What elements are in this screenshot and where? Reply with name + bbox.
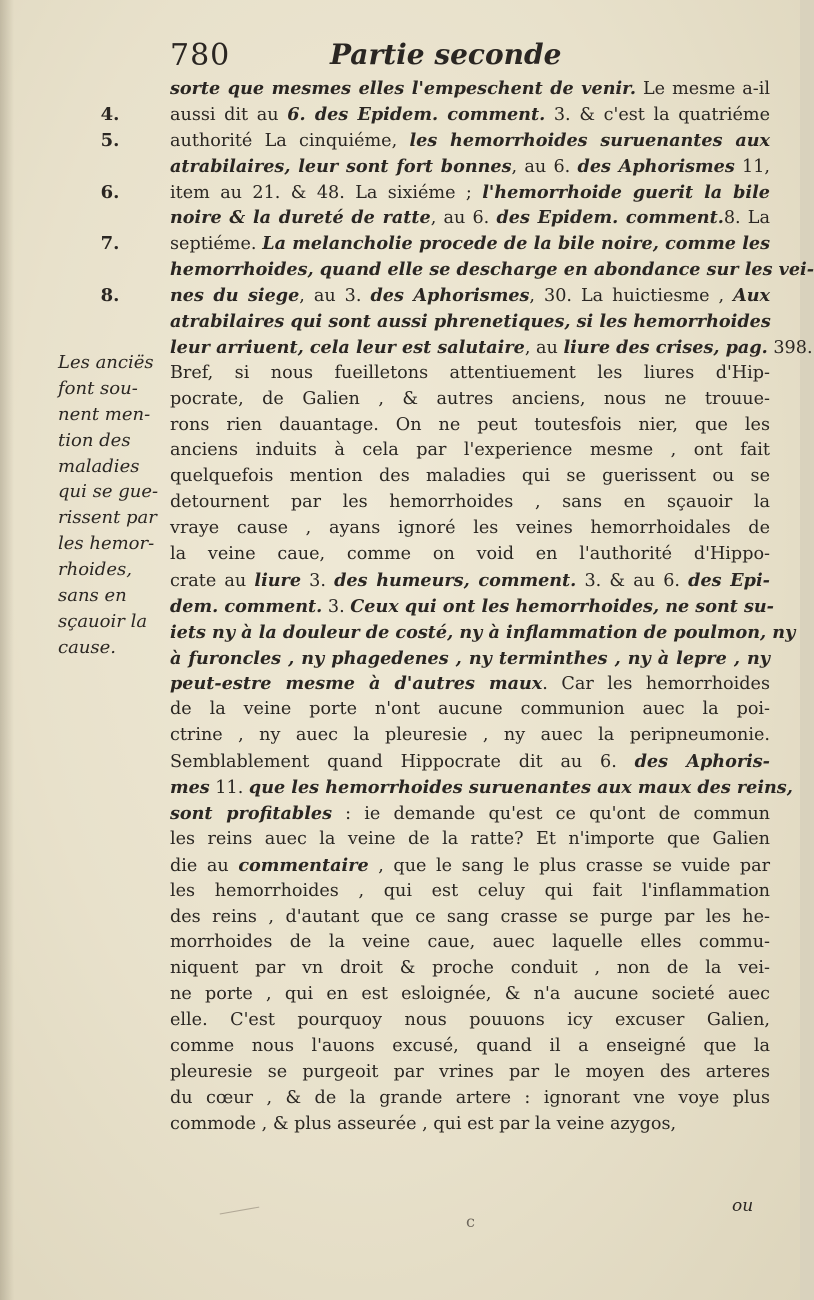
roman-text: anciens induits à cela par l'experience mesme , ont fait xyxy=(170,440,770,461)
marginal-note-line: rhoides, xyxy=(58,559,132,581)
page-header xyxy=(170,38,770,78)
marginal-note-line: maladies xyxy=(58,455,140,477)
margin-number: 5. xyxy=(100,129,120,151)
text-line xyxy=(170,283,770,309)
italic-text: La melancholie procede de la bile noire, comme les xyxy=(262,233,770,255)
italic-text: des Aphoris- xyxy=(634,751,770,773)
text-line xyxy=(170,387,770,413)
roman-text: les hemorrhoides , qui est celuy qui fait l'inflammation xyxy=(170,880,770,901)
roman-text: elle. C'est pourquoy nous pouuons icy excuser Galien, xyxy=(170,1010,770,1031)
text-line xyxy=(170,1034,770,1060)
text-line xyxy=(170,361,770,387)
italic-text: leur arriuent, cela leur est salutaire xyxy=(170,336,525,358)
page-edge-shadow xyxy=(0,0,14,1300)
roman-text: vraye cause , ayans ignoré les veines hemorrhoidales de xyxy=(170,518,770,539)
text-line xyxy=(170,982,770,1008)
italic-text: des Epi- xyxy=(688,569,770,591)
margin-number: 6. xyxy=(100,181,120,203)
marginal-note-line: sçauoir la xyxy=(58,610,148,632)
italic-text: des Aphorismes xyxy=(577,155,735,177)
roman-text: aussi dit au xyxy=(170,104,288,125)
text-line xyxy=(170,853,770,879)
roman-text: 8. La xyxy=(723,208,770,229)
roman-text: pleuresie se purgeoit par vrines par le moyen des arteres xyxy=(170,1061,770,1082)
italic-text: noire & la dureté de ratte xyxy=(170,207,431,229)
roman-text: les reins auec la veine de la ratte? Et n'importe que Galien xyxy=(170,828,770,849)
roman-text: Semblablement quand Hippocrate dit au 6. xyxy=(170,752,635,773)
margin-number: 8. xyxy=(100,285,120,307)
text-line xyxy=(170,594,774,620)
italic-text: des humeurs, comment. xyxy=(334,569,577,591)
text-line xyxy=(170,413,770,439)
text-line xyxy=(170,490,770,516)
roman-text: quelquefois mention des maladies qui se guerissent ou se xyxy=(170,466,770,487)
text-line xyxy=(170,568,770,594)
text-line xyxy=(170,309,770,335)
marginal-note-line: font sou- xyxy=(58,377,138,399)
italic-text: liure xyxy=(254,569,302,591)
text-line xyxy=(170,542,770,568)
italic-text: à furoncles , ny phagedenes , ny terminthes , ny à lepre , ny xyxy=(170,647,770,669)
text-line xyxy=(170,128,770,154)
italic-text: Aux xyxy=(733,285,770,307)
italic-text: mes xyxy=(170,777,210,799)
italic-text: nes du siege xyxy=(170,285,300,307)
italic-text: des Epidem. comment. xyxy=(496,207,724,229)
italic-text: sorte que mesmes elles l'empeschent de venir. xyxy=(170,78,636,99)
roman-text: des reins , d'autant que ce sang crasse se purge par les he- xyxy=(170,906,770,927)
text-line xyxy=(170,257,814,283)
italic-text: iets ny à la douleur de costé, ny à inflammation de poulmon, ny xyxy=(170,621,796,643)
text-line xyxy=(170,905,770,931)
roman-text: Le mesme a-il xyxy=(635,79,770,99)
text-line xyxy=(170,646,770,672)
text-line xyxy=(170,516,770,542)
text-line xyxy=(170,154,770,180)
marginal-note-line: tion des xyxy=(58,429,131,451)
text-line xyxy=(170,205,770,231)
marginal-note-line: nent men- xyxy=(58,403,151,425)
roman-text: die au xyxy=(170,855,239,876)
roman-text: morrhoides de la veine caue, auec laquelle elles commu- xyxy=(170,932,770,953)
roman-text: detournent par les hemorrhoides , sans en sçauoir la xyxy=(170,492,770,513)
roman-text: item au 21. & 48. La sixiéme ; xyxy=(170,182,483,203)
italic-text: atrabilaires, leur sont fort bonnes xyxy=(170,155,512,177)
text-line xyxy=(170,801,770,827)
roman-text: 11. xyxy=(209,778,249,799)
text-line xyxy=(170,775,793,801)
roman-text: , au 6. xyxy=(430,208,497,229)
roman-text: niquent par vn droit & proche conduit , non de la vei- xyxy=(170,958,770,979)
roman-text: du cœur , & de la grande artere : ignorant vne voye plus xyxy=(170,1087,770,1108)
italic-text: hemorrhoides, quand elle se descharge en abondance sur les vei- xyxy=(170,259,814,281)
roman-text: 3. xyxy=(322,596,351,617)
text-line xyxy=(170,1112,770,1138)
italic-text: 6. des Epidem. comment. xyxy=(287,103,546,125)
text-line xyxy=(170,620,796,646)
roman-text: . Car les hemorrhoides xyxy=(542,674,770,695)
roman-text: rons rien dauantage. On ne peut toutesfois nier, que les xyxy=(170,414,770,435)
italic-text: des Aphorismes xyxy=(370,285,530,307)
roman-text: 3. & c'est la quatriéme xyxy=(545,104,770,125)
italic-text: liure des crises, pag. xyxy=(563,336,768,358)
text-line xyxy=(170,464,770,490)
roman-text: septiéme. xyxy=(170,234,263,255)
italic-text: que les hemorrhoides suruenantes aux maux des reins, xyxy=(248,777,793,799)
text-line xyxy=(170,1086,770,1112)
roman-text: comme nous l'auons excusé, quand il a enseigné que la xyxy=(170,1035,770,1056)
roman-text: , au 3. xyxy=(299,286,371,307)
roman-text: de la veine porte n'ont aucune communion auec la poi- xyxy=(170,699,770,720)
text-line xyxy=(170,723,770,749)
text-line xyxy=(170,827,770,853)
roman-text: : ie demande qu'est ce qu'ont de commun xyxy=(331,803,770,824)
italic-text: atrabilaires qui sont aussi phrenetiques, si les hemorrhoides xyxy=(170,311,771,333)
text-line xyxy=(170,930,770,956)
margin-number: 4. xyxy=(100,103,120,125)
text-line xyxy=(170,749,770,775)
roman-text: crate au xyxy=(170,570,255,591)
marginal-note-line: qui se gue- xyxy=(58,481,159,503)
text-line xyxy=(170,671,770,697)
roman-text: , au xyxy=(524,337,564,358)
text-line xyxy=(170,180,770,206)
roman-text: , 30. La huictiesme , xyxy=(529,286,734,307)
roman-text: , que le sang le plus crasse se vuide par xyxy=(368,855,771,876)
margin-number: 7. xyxy=(100,233,120,255)
text-line xyxy=(170,231,770,257)
roman-text: pocrate, de Galien , & autres anciens, nous ne trouue- xyxy=(170,388,770,409)
text-line xyxy=(170,879,770,905)
italic-text: commentaire xyxy=(238,854,369,876)
text-line xyxy=(170,76,770,102)
text-line xyxy=(170,1060,770,1086)
stray-mark: c xyxy=(466,1212,475,1231)
text-line xyxy=(170,335,813,361)
italic-text: l'hemorrhoide guerit la bile xyxy=(482,181,770,203)
text-line xyxy=(170,438,770,464)
roman-text: la veine caue, comme on void en l'authorité d'Hippo- xyxy=(170,544,770,565)
italic-text: sont profitables xyxy=(170,802,332,824)
text-line xyxy=(170,102,770,128)
running-title: Partie seconde xyxy=(330,38,562,71)
roman-text: 3. & au 6. xyxy=(576,570,689,591)
text-line xyxy=(170,697,770,723)
roman-text: commode , & plus asseurée , qui est par la veine azygos, xyxy=(170,1113,677,1134)
roman-text: 3. xyxy=(301,570,335,591)
page-number: 780 xyxy=(170,38,231,73)
italic-text: peut-estre mesme à d'autres maux xyxy=(170,673,543,695)
roman-text: Bref, si nous fueilletons attentiuement les liures d'Hip- xyxy=(170,362,770,383)
roman-text: ne porte , qui en est esloignée, & n'a aucune societé auec xyxy=(170,984,770,1005)
roman-text: authorité La cinquiéme, xyxy=(170,130,410,151)
marginal-note-line: rissent par xyxy=(58,507,157,529)
italic-text: dem. comment. xyxy=(170,595,323,617)
roman-text: 11, xyxy=(734,156,771,177)
marginal-note xyxy=(58,350,168,661)
italic-text: les hemorrhoides suruenantes aux xyxy=(409,129,770,151)
roman-text: , au 6. xyxy=(511,156,578,177)
text-line xyxy=(170,1008,770,1034)
marginal-note-line: Les anciës xyxy=(58,352,154,373)
marginal-note-line: cause. xyxy=(58,636,117,658)
roman-text: 398. xyxy=(767,337,813,358)
body-text xyxy=(170,76,814,1138)
catchword: ou xyxy=(732,1196,754,1216)
text-line xyxy=(170,956,770,982)
roman-text: ctrine , ny auec la pleuresie , ny auec la peripneumonie. xyxy=(170,725,770,746)
ink-smudge xyxy=(220,1207,261,1221)
marginal-note-line: sans en xyxy=(58,585,127,607)
italic-text: Ceux qui ont les hemorrhoides, ne sont su- xyxy=(350,595,774,617)
marginal-note-line: les hemor- xyxy=(58,533,155,555)
